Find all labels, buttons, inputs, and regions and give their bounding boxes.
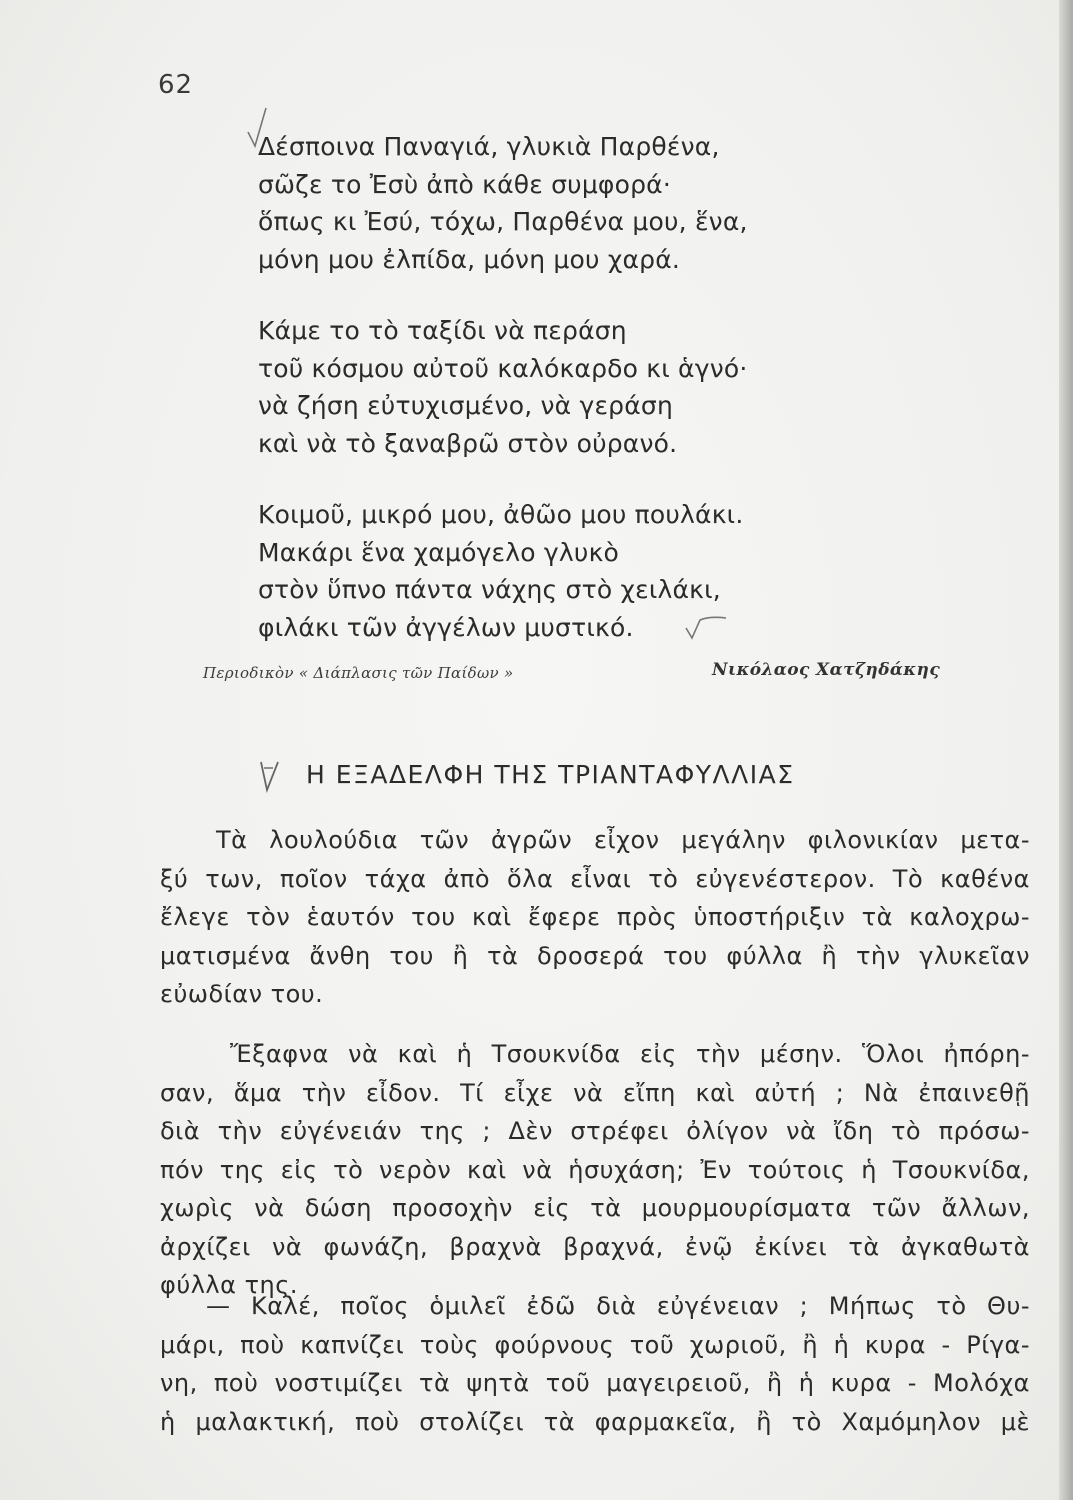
poem-line: στὸν ὕπνο πάντα νάχης στὸ χειλάκι, (258, 575, 721, 604)
prose-line: ματισμένα ἄνθη του ἢ τὰ δροσερά του φύλλα ἢ τὴν γλυκεῖαν (160, 941, 1030, 970)
prose-line: ξύ των, ποῖον τάχα ἀπὸ ὅλα εἶναι τὸ εὐγενέστερον. Τὸ καθένα (160, 864, 1030, 893)
prose-line: ἡ μαλακτική, ποὺ στολίζει τὰ φαρμακεῖα, ἢ τὸ Χαμόμηλον μὲ (160, 1407, 1030, 1436)
poem-line: νὰ ζήση εὐτυχισμένο, νὰ γεράση (258, 391, 674, 420)
poem-line: Κοιμοῦ, μικρό μου, ἀθῶο μου πουλάκι. (258, 500, 744, 529)
poem-line: καὶ νὰ τὸ ξαναβρῶ στὸν οὐρανό. (258, 428, 678, 458)
story-title: Η ΕΞΑΔΕΛΦΗ ΤΗΣ ΤΡΙΑΝΤΑΦΥΛΛΙΑΣ (306, 760, 795, 789)
prose-line: χωρὶς νὰ δώση προσοχὴν εἰς τὰ μουρμουρίσματα τῶν ἄλλων, (160, 1194, 1030, 1222)
prose-line: Ἔξαφνα νὰ καὶ ἡ Τσουκνίδα εἰς τὴν μέσην. Ὅλοι ἠπόρη- (230, 1040, 1030, 1068)
page-edge-shadow (1059, 0, 1073, 1500)
prose-line: εὐωδίαν του. (160, 980, 324, 1008)
page-number: 62 (158, 70, 194, 100)
pencil-check-mark-icon (258, 758, 282, 796)
poem-author: Νικόλαος Χατζηδάκης (712, 660, 941, 680)
story-paragraph-1 (160, 821, 1030, 1014)
prose-line: διὰ τὴν εὐγένειάν της ; Δὲν στρέφει ὀλίγον νὰ ἴδη τὸ πρόσω- (160, 1117, 1030, 1145)
poem-source: Περιοδικὸν « Διάπλασις τῶν Παίδων » (203, 664, 514, 682)
prose-line: νη, ποὺ νοστιμίζει τὰ ψητὰ τοῦ μαγειρειοῦ, ἢ ἡ κυρα - Μολόχα (160, 1369, 1030, 1397)
prose-line: φύλλα της. (160, 1271, 298, 1299)
prose-line: ἔλεγε τὸν ἑαυτόν του καὶ ἔφερε πρὸς ὑποστήριξιν τὰ καλοχρω- (160, 903, 1030, 931)
poem-line: Μακάρι ἕνα χαμόγελο γλυκὸ (258, 537, 619, 567)
poem-line: τοῦ κόσμου αὐτοῦ καλόκαρδο κι ἁγνό· (258, 353, 748, 383)
poem-stanza-3 (258, 496, 748, 646)
poem-stanza-1 (258, 128, 748, 278)
poem (258, 128, 748, 680)
poem-line: ὅπως κι Ἐσύ, τόχω, Παρθένα μου, ἕνα, (258, 207, 748, 236)
poem-line: Κάμε το τὸ ταξίδι νὰ περάση (258, 316, 627, 345)
poem-line: μόνη μου ἐλπίδα, μόνη μου χαρά. (258, 244, 681, 274)
story-paragraph-2 (160, 1035, 1030, 1305)
poem-line: φιλάκι τῶν ἀγγέλων μυστικό. (258, 612, 634, 642)
prose-line: πόν της εἰς τὸ νερὸν καὶ νὰ ἡσυχάση; Ἐν τούτοις ἡ Τσουκνίδα, (160, 1155, 1030, 1184)
poem-line: σῶζε το Ἐσὺ ἀπὸ κάθε συμφορά· (258, 169, 672, 199)
poem-line: Δέσποινα Παναγιά, γλυκιὰ Παρθένα, (258, 132, 720, 161)
prose-line: — Καλέ, ποῖος ὁμιλεῖ ἐδῶ διὰ εὐγένειαν ; Μήπως τὸ Θυ- (206, 1292, 1030, 1320)
prose-line: σαν, ἅμα τὴν εἶδον. Τί εἶχε νὰ εἴπη καὶ αὐτή ; Νὰ ἐπαινεθῇ (160, 1078, 1030, 1107)
prose-line: ἀρχίζει νὰ φωνάζη, βραχνὰ βραχνά, ἐνῷ ἐκίνει τὰ ἀγκαθωτὰ (160, 1232, 1030, 1261)
prose-line: Τὰ λουλούδια τῶν ἀγρῶν εἶχον μεγάλην φιλονικίαν μετα- (216, 826, 1030, 854)
poem-stanza-2 (258, 312, 748, 462)
story-paragraph-3 (160, 1287, 1030, 1441)
prose-line: μάρι, ποὺ καπνίζει τοὺς φούρνους τοῦ χωριοῦ, ἢ ἡ κυρα - Ρίγα- (160, 1330, 1030, 1359)
